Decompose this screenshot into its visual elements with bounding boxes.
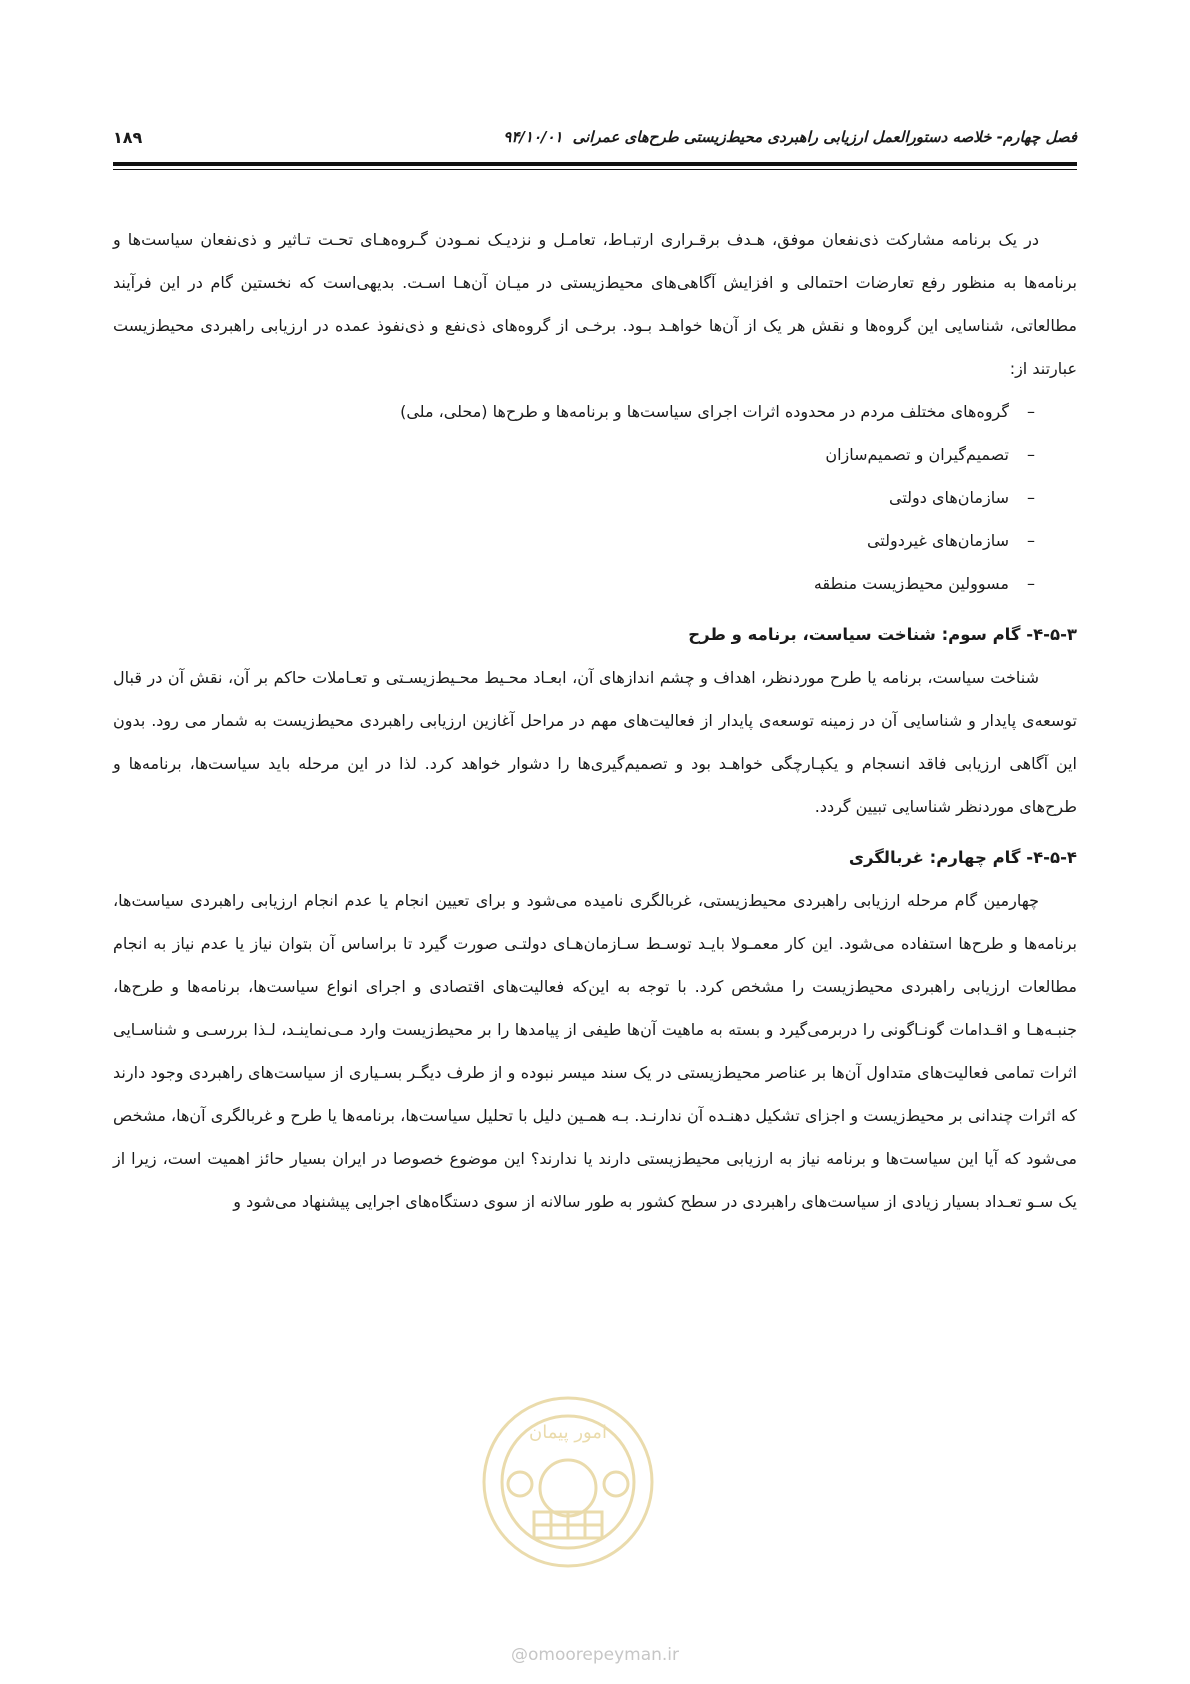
watermark-seal-icon — [478, 1392, 658, 1572]
dash-bullet: – — [1027, 445, 1035, 464]
watermark-url: @omoorepeyman.ir — [510, 1645, 680, 1665]
chapter-title: فصل چهارم- خلاصه دستورالعمل ارزیابی راهبردی محیط‌زیستی طرح‌های عمرانی — [572, 128, 1077, 146]
body-content — [113, 218, 1077, 1223]
header-title-line — [503, 128, 1077, 146]
section-heading-4: ۴-۵-۴- گام چهارم: غربالگری — [848, 848, 1077, 867]
list-item — [113, 476, 1035, 519]
dash-bullet: – — [1027, 531, 1035, 550]
section-heading-3: ۴-۵-۳- گام سوم: شناخت سیاست، برنامه و طرح — [688, 625, 1077, 644]
list-item-text: گروه‌های مختلف مردم در محدوده اثرات اجرای سیاست‌ها و برنامه‌ها و طرح‌ها (محلی، ملی) — [400, 402, 1009, 421]
list-item-text: مسوولین محیط‌زیست منطقه — [813, 574, 1009, 593]
section-3-paragraph: شناخت سیاست، برنامه یا طرح موردنظر، اهداف و چشم اندازهای آن، ابعـاد محـیط محـیط‌زیسـتی و تعـاملات حاکم بر آن، نقش آن در قبال توسعه‌ی پایدار و شناسایی آن در زمینه توسعه‌ی پایدار از فعالیت‌های مهم در مراحل آغازین ارزیابی راهبردی محیط‌زیست به شمار می رود. بدون این آگاهی ارزیابی فاقد انسجام و یکپـارچگی خواهـد بود و تصمیم‌گیری‌ها را دشوار خواهد کرد. لذا در این مرحله باید سیاست‌ها، برنامه‌ها و طرح‌های موردنظر شناسایی تبیین گردد. — [113, 668, 1077, 816]
intro-paragraph: در یک برنامه مشارکت ذی‌نفعان موفق، هـدف برقـراری ارتبـاط، تعامـل و نزدیـک نمـودن گـروه‌هـای تحـت تـاثیر و ذی‌نفعان سیاست‌ها و برنامه‌ها به منظور رفع تعارضات احتمالی و افزایش آگاهی‌های محیط‌زیستی در میـان آن‌هـا اسـت. بدیهی‌است که نخستین گام در این فرآیند مطالعاتی، شناسایی این گروه‌ها و نقش هر یک از آن‌ها خواهـد بـود. برخـی از گروه‌های ذی‌نفع و ذی‌نفوذ عمده در ارزیابی راهبردی محیط‌زیست عبارتند از: — [113, 230, 1077, 378]
spacer — [113, 828, 1077, 836]
spacer — [113, 605, 1077, 613]
stakeholder-list — [113, 390, 1077, 605]
document-code: ۹۴/۱۰/۰۱ — [503, 128, 563, 146]
list-item — [113, 433, 1035, 476]
list-item — [113, 519, 1035, 562]
page-number: ۱۸۹ — [113, 128, 143, 147]
dash-bullet: – — [1027, 488, 1035, 507]
list-item — [113, 562, 1035, 605]
dash-bullet: – — [1027, 574, 1035, 593]
running-header — [113, 128, 1077, 154]
header-rule-thin — [113, 169, 1077, 170]
header-rule-thick — [113, 162, 1077, 166]
list-item-text: تصمیم‌گیران و تصمیم‌سازان — [825, 445, 1009, 464]
list-item — [113, 390, 1035, 433]
section-4-paragraph: چهارمین گام مرحله ارزیابی راهبردی محیط‌زیستی، غربالگری نامیده می‌شود و برای تعیین انجام یا عدم انجام ارزیابی راهبردی سیاست‌ها، برنامه‌ها و طرح‌ها استفاده می‌شود. این کار معمـولا بایـد توسـط سـازمان‌هـای دولتـی صورت گیرد تا براساس آن بتوان نیاز یا عدم نیاز به انجام مطالعات ارزیابی راهبردی محیط‌زیست را مشخص کرد. با توجه به این‌که فعالیت‌های اقتصادی و اجرای انواع سیاست‌ها، برنامه‌ها و طرح‌ها، جنبـه‌هـا و اقـدامات گونـاگونی را دربرمی‌گیرد و بسته به ماهیت آن‌ها طیفی از پیامدها را بر محیط‌زیست وارد مـی‌نماینـد، لـذا بررسـی و شناسـایی اثرات تمامی فعالیت‌های متداول آن‌ها بر عناصر محیط‌زیستی در یک سند میسر نبوده و از طرف دیگـر بسـیاری از سیاست‌های راهبردی وجود دارند که اثرات چندانی بر محیط‌زیست و اجزای تشکیل دهنـده آن ندارنـد. بـه همـین دلیل با تحلیل سیاست‌ها، برنامه‌ها یا طرح و غربالگری آن‌ها، مشخص می‌شود که آیا این سیاست‌ها و برنامه نیاز به ارزیابی محیط‌زیستی دارند یا ندارند؟ این موضوع خصوصا در ایران بسیار حائز اهمیت است، زیرا از یک سـو تعـداد بسیار زیادی از سیاست‌های راهبردی در سطح کشور به طور سالانه از سوی دستگاه‌های اجرایی پیشنهاد می‌شود و — [113, 891, 1077, 1211]
list-item-text: سازمان‌های دولتی — [888, 488, 1009, 507]
watermark-seal-text: امور پیمان — [529, 1422, 607, 1443]
list-item-text: سازمان‌های غیردولتی — [866, 531, 1009, 550]
dash-bullet: – — [1027, 402, 1035, 421]
